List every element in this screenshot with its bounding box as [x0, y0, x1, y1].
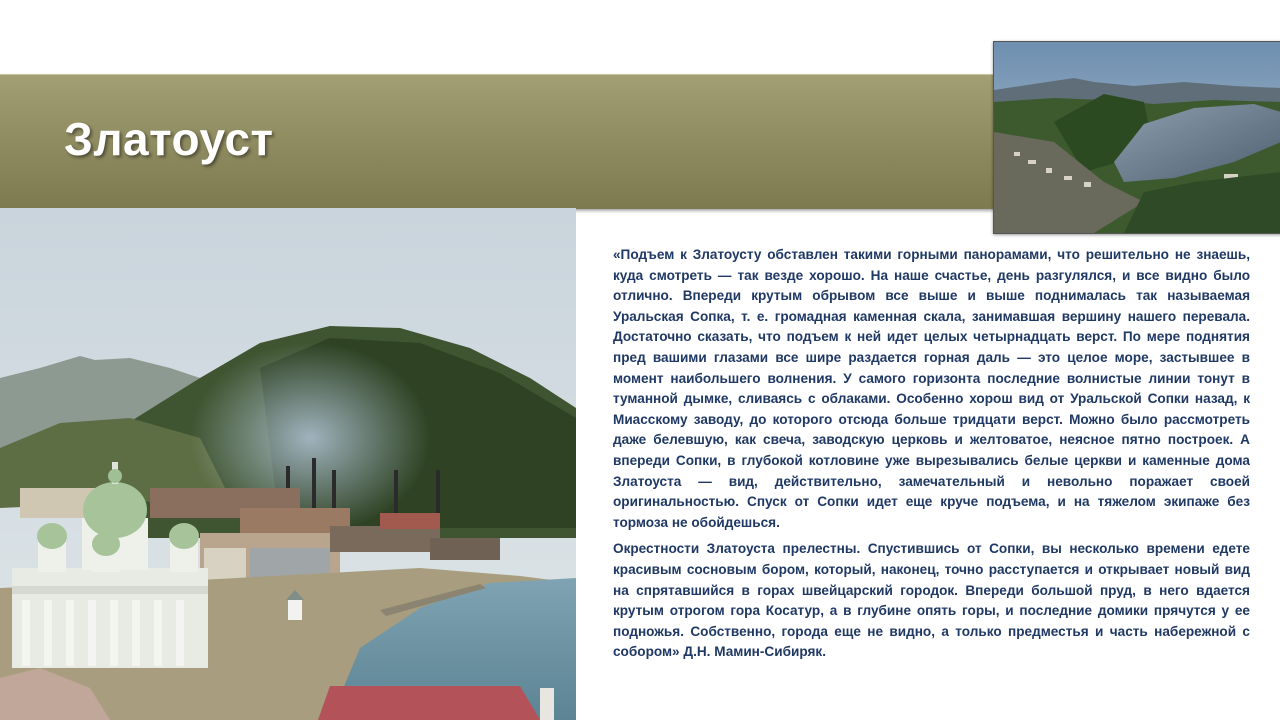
quote-text: [613, 245, 1250, 669]
slide-title: Златоуст: [64, 113, 274, 165]
quote-paragraph-1: «Подъем к Златоусту обставлен такими горными панорамами, что решительно не знаешь, куда смотреть — так везде хорошо. На наше счастье, день разгулялся, и все видно было отлично. Впереди крутым обрывом все выше и выше поднималась так называемая Уральская Сопка, т. е. громадная каменная скала, занимавшая вершину нашего перевала. Достаточно сказать, что подъем к ней идет целых четырнадцать верст. По мере поднятия пред вашими глазами все шире раздается горная даль — это целое море, застывшее в момент наибольшего волнения. У самого горизонта последние волнистые линии тонут в туманной дымке, сливаясь с облаками. Особенно хорош вид от Уральской Сопки назад, к Миасскому заводу, до которого отсюда больше тридцати верст. Можно было рассмотреть даже белевшую, как свеча, заводскую церковь и желтоватое, неясное пятно построек. А впереди Сопки, в глубокой котловине уже вырезывались белые церкви и каменные дома Златоуста — вид, действительно, замечательный и невольно поражает своей оригинальностью. Спуск от Сопки идет еще круче подъема, и на тяжелом экипаже без тормоза не обойдешься.: [613, 247, 1250, 530]
aerial-town-photo: [993, 41, 1280, 234]
quote-paragraph-2: Окрестности Златоуста прелестны. Спустившись от Сопки, вы несколько времени едете красивым сосновым бором, который, наконец, точно расступается и открывает новый вид на спрятавшийся в горах швейцарский городок. Впереди большой пруд, в него вдается крутым отрогом гора Косатур, а в глубине опять горы, и последние домики прячутся у ее подножья. Собственно, города еще не видно, а только предместья и часть набережной с собором» Д.Н. Мамин-Сибиряк.: [613, 541, 1250, 660]
historical-town-photo: [0, 208, 576, 720]
